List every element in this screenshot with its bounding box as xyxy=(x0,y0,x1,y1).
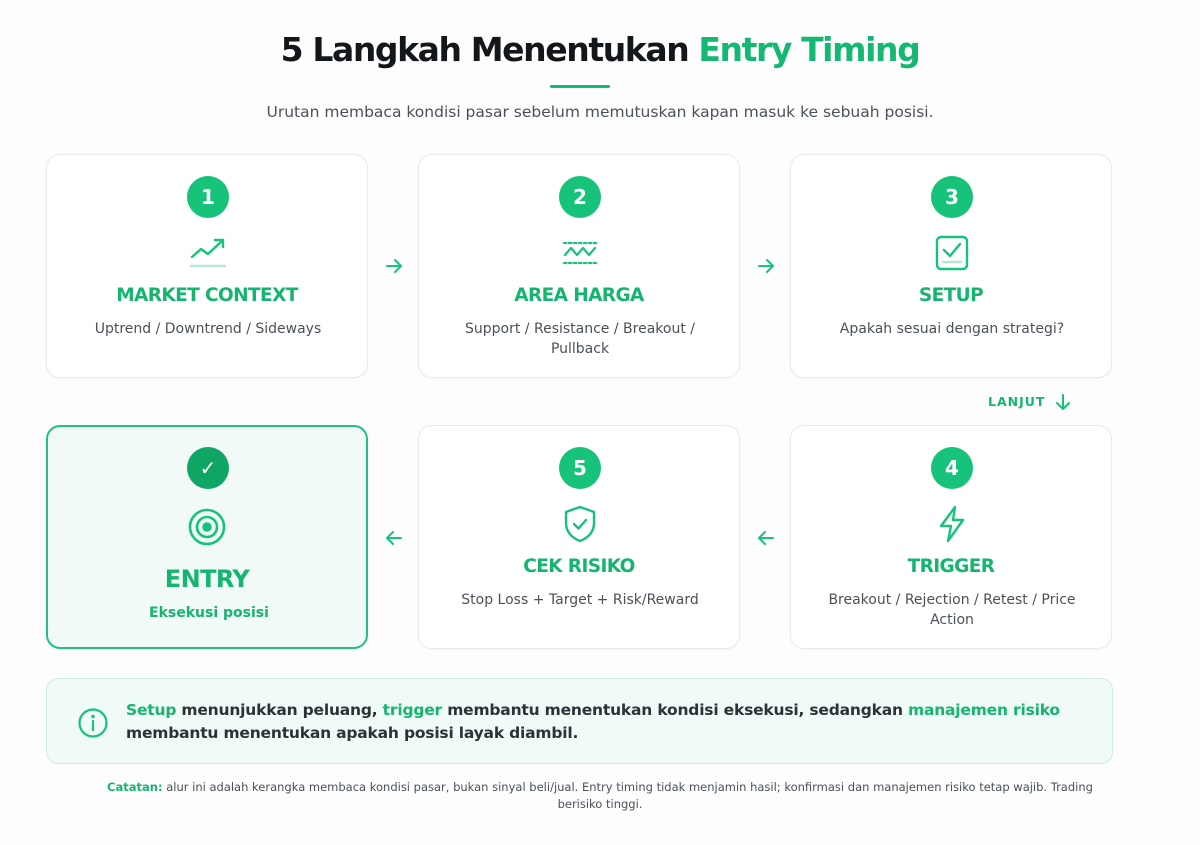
step-card-trigger xyxy=(790,425,1112,649)
title-underline xyxy=(550,85,610,88)
step-description: Apakah sesuai dengan strategi? xyxy=(839,321,1065,337)
step-description: Eksekusi posisi xyxy=(149,605,269,621)
title-accent: Entry Timing xyxy=(698,30,920,69)
note-highlight-setup: Setup xyxy=(126,701,177,719)
step-card-market-context xyxy=(46,154,368,378)
step-title: SETUP xyxy=(918,285,984,306)
step-description: Uptrend / Downtrend / Sideways xyxy=(94,321,322,337)
arrow-right-icon xyxy=(384,256,404,276)
checklist-icon xyxy=(932,233,972,273)
step-card-setup xyxy=(790,154,1112,378)
target-icon xyxy=(187,507,227,547)
shield-check-icon xyxy=(560,504,600,544)
title-main: 5 Langkah Menentukan xyxy=(280,30,689,69)
arrow-right-icon xyxy=(756,256,776,276)
step-number-badge: 4 xyxy=(931,447,973,489)
page-subtitle: Urutan membaca kondisi pasar sebelum memutuskan kapan masuk ke sebuah posisi. xyxy=(266,103,934,121)
check-badge-icon: ✓ xyxy=(187,447,229,489)
note-highlight-risk: manajemen risiko xyxy=(908,701,1060,719)
step-number-badge: 1 xyxy=(187,176,229,218)
price-zone-icon xyxy=(560,233,600,273)
step-title: MARKET CONTEXT xyxy=(116,285,298,306)
info-icon xyxy=(77,707,109,739)
footer-disclaimer xyxy=(100,779,1100,813)
step-description: Breakout / Rejection / Retest / Price Action xyxy=(828,592,1076,628)
step-card-area-harga xyxy=(418,154,740,378)
step-card-cek-risiko xyxy=(418,425,740,649)
note-highlight-trigger: trigger xyxy=(382,701,442,719)
step-card-entry xyxy=(46,425,368,649)
info-note-text xyxy=(126,699,1076,745)
step-title: AREA HARGA xyxy=(514,285,644,306)
arrow-left-icon xyxy=(756,528,776,548)
step-number-badge: 3 xyxy=(931,176,973,218)
arrow-down-icon xyxy=(1053,392,1073,412)
continue-label: LANJUT xyxy=(988,394,1046,409)
step-number-badge: 5 xyxy=(559,447,601,489)
note-text-part: membantu menentukan apakah posisi layak diambil. xyxy=(126,724,579,742)
page-title xyxy=(0,30,1200,69)
step-description: Stop Loss + Target + Risk/Reward xyxy=(461,592,699,608)
trend-up-icon xyxy=(188,233,228,273)
step-description: Support / Resistance / Breakout / Pullback xyxy=(465,321,695,357)
footer-text: alur ini adalah kerangka membaca kondisi pasar, bukan sinyal beli/jual. Entry timing tidak menjamin hasil; konfirmasi dan manajemen risiko tetap wajib. Trading berisiko tinggi. xyxy=(162,780,1093,811)
note-text-part: membantu menentukan kondisi eksekusi, sedangkan xyxy=(442,701,908,719)
lightning-icon xyxy=(932,504,972,544)
footer-label: Catatan: xyxy=(107,780,163,794)
note-text-part: menunjukkan peluang, xyxy=(176,701,383,719)
step-number-badge: 2 xyxy=(559,176,601,218)
step-title: ENTRY xyxy=(164,565,250,593)
info-note xyxy=(46,678,1113,764)
step-title: CEK RISIKO xyxy=(523,556,635,577)
arrow-left-icon xyxy=(384,528,404,548)
step-title: TRIGGER xyxy=(907,556,995,577)
